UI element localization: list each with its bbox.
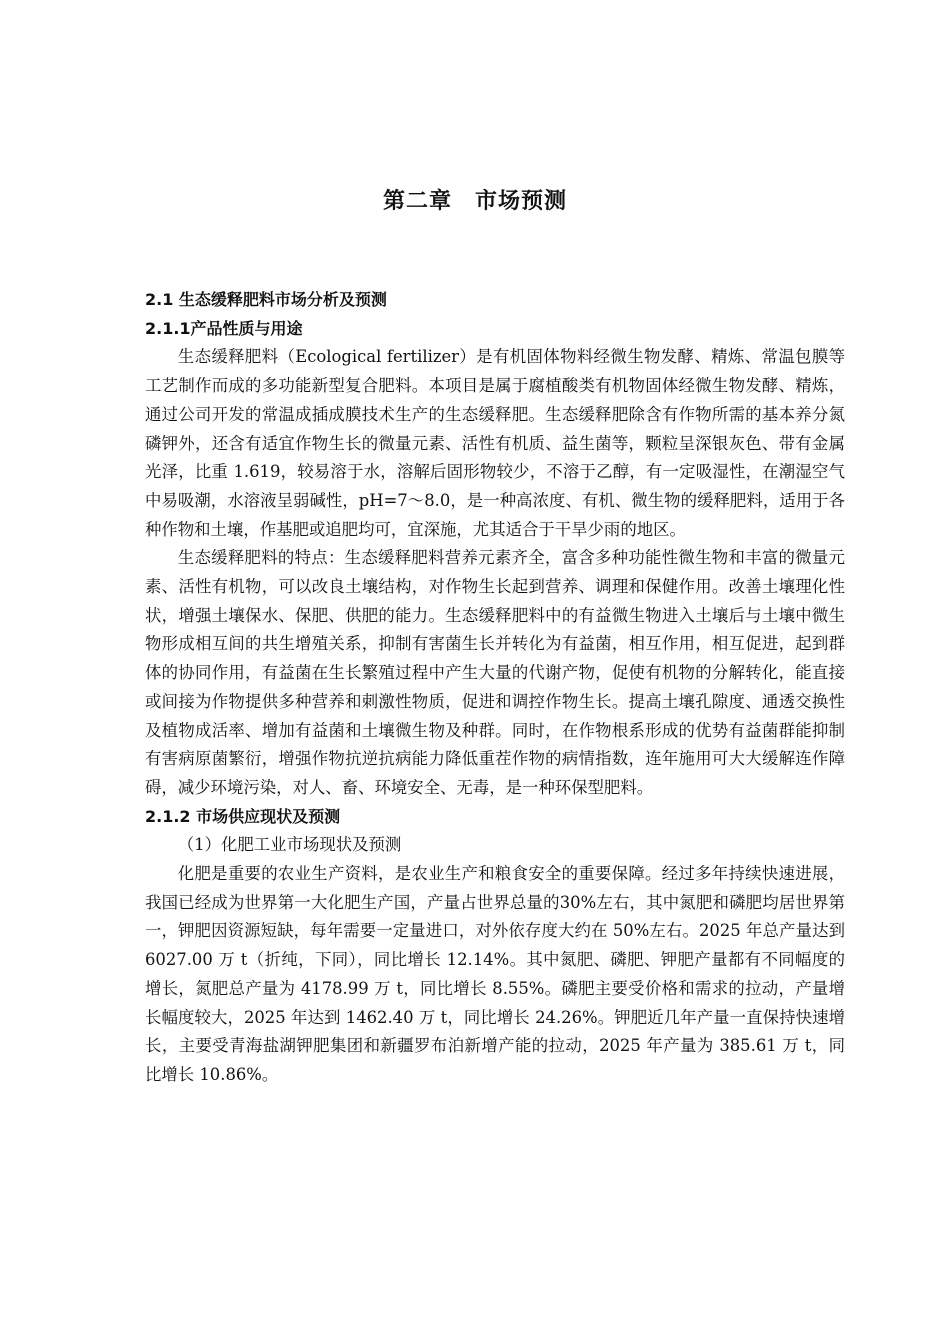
chapter-title: 第二章 市场预测 (382, 189, 567, 214)
paragraph-product-nature: 生态缓释肥料（Ecological fertilizer）是有机固体物料经微生物发酵、精炼、常温包膜等工艺制作而成的多功能新型复合肥料。本项目是属于腐植酸类有机物固体经微生物发酵、精炼，通过公司开发的常温成插成膜技术生产的生态缓释肥。生态缓释肥除含有作物所需的基本养分氮磷钾外，还含有适宜作物生长的微量元素、活性有机质、益生菌等，颗粒呈深银灰色、带有金属光泽，比重 1.619，较易溶于水，溶解后固形物较少，不溶于乙醇，有一定吸湿性，在潮湿空气中易吸潮，水溶液呈弱碱性，pH=7～8.0，是一种高浓度、有机、微生物的缓释肥料，适用于各种作物和土壤，作基肥或追肥均可，宜深施，尤其适合于干旱少雨的地区。 (145, 347, 845, 539)
section-heading-2-1: 2.1 生态缓释肥料市场分析及预测 (145, 290, 387, 309)
document-body (145, 286, 845, 1090)
section-heading-2-1-1: 2.1.1产品性质与用途 (145, 318, 303, 338)
paragraph-fertilizer-market: 化肥是重要的农业生产资料，是农业生产和粮食安全的重要保障。经过多年持续快速进展，我国已经成为世界第一大化肥生产国，产量占世界总量的30%左右，其中氮肥和磷肥均居世界第一，钾肥因资源短缺，每年需要一定量进口，对外依存度大约在 50%左右。2025 年总产量达到 6027.00 万 t（折纯，下同），同比增长 12.14%。其中氮肥、磷肥、钾肥产量都有不同幅度的增长，氮肥总产量为 4178.99 万 t，同比增长 8.55%。磷肥主要受价格和需求的拉动，产量增长幅度较大，2025 年达到 1462.40 万 t，同比增长 24.26%。钾肥近几年产量一直保持快速增长，主要受青海盐湖钾肥集团和新疆罗布泊新增产能的拉动，2025 年产量为 385.61 万 t，同比增长 10.86%。 (145, 864, 845, 1084)
section-heading-2-1-2: 2.1.2 市场供应现状及预测 (145, 806, 341, 826)
paragraph-product-features: 生态缓释肥料的特点：生态缓释肥料营养元素齐全，富含多种功能性微生物和丰富的微量元素、活性有机物，可以改良土壤结构，对作物生长起到营养、调理和保健作用。改善土壤理化性状，增强土壤保水、保肥、供肥的能力。生态缓释肥料中的有益微生物进入土壤后与土壤中微生物形成相互间的共生增殖关系，抑制有害菌生长并转化为有益菌，相互作用，相互促进，起到群体的协同作用，有益菌在生长繁殖过程中产生大量的代谢产物，促使有机物的分解转化，能直接或间接为作物提供多种营养和刺激性物质，促进和调控作物生长。提高土壤孔隙度、通透交换性及植物成活率、增加有益菌和土壤微生物及种群。同时，在作物根系形成的优势有益菌群能抑制有害病原菌繁衍，增强作物抗逆抗病能力降低重茬作物的病情指数，连年施用可大大缓解连作障碍，减少环境污染，对人、畜、环境安全、无毒，是一种环保型肥料。 (145, 548, 845, 797)
subheading-fertilizer-market: （1）化肥工业市场现状及预测 (177, 835, 402, 855)
